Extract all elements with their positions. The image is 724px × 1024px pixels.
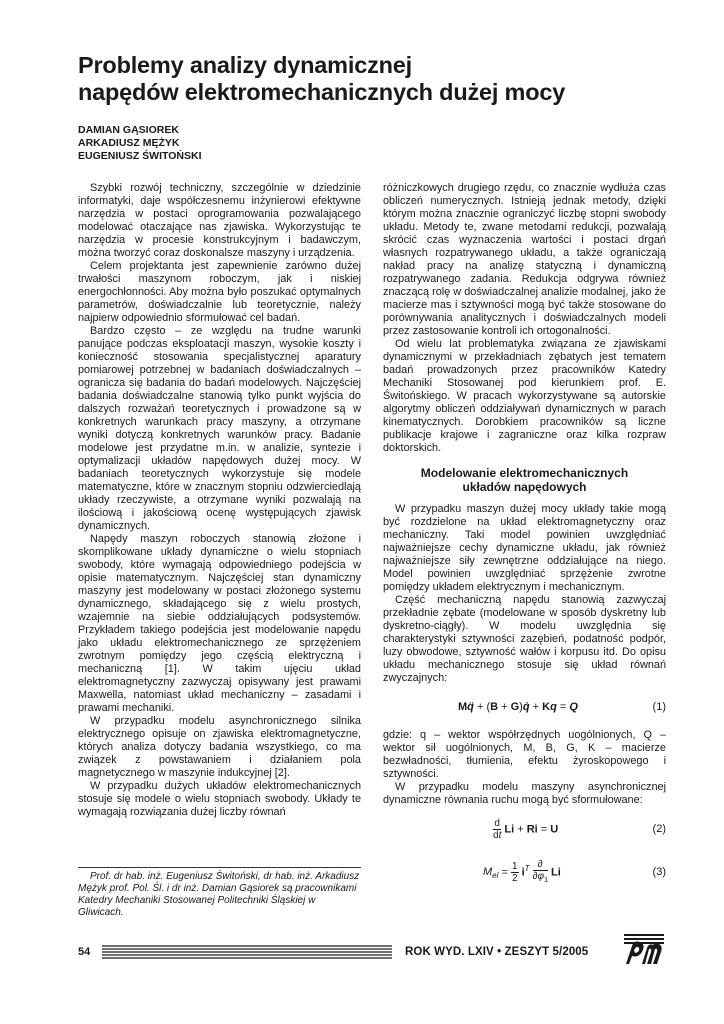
body-paragraph: Szybki rozwój techniczny, szczególnie w dziedzinie informatyki, daje współczesnemu inżynierowi efektywne narzędzia w postaci oprogramowania pozwalającego modelować otaczające nas zjawiska. Wykorzystując te narzędzia w procesie konstrukcyjnym i badawczym, można tworzyć coraz doskonalsze maszyny i urządzenia. xyxy=(78,182,361,259)
author-3: EUGENIUSZ ŚWITOŃSKI xyxy=(78,150,202,162)
section-heading xyxy=(383,466,666,494)
equation-1-number: (1) xyxy=(652,701,666,713)
left-column xyxy=(78,182,361,819)
title-line-2: napędów elektromechanicznych dużej mocy xyxy=(78,79,566,105)
section-heading-line-1: Modelowanie elektromechanicznych xyxy=(420,466,629,480)
body-paragraph: W przypadku modelu asynchronicznego silnika elektrycznego opisuje on zjawiska elektromagnetyczne, których analiza dotyczy badania wszystkiego, co ma związek z powstawaniem i działaniem pola magnetycznego w maszynie indukcyjnej [2]. xyxy=(78,715,361,779)
article-title xyxy=(78,52,678,106)
equation-1 xyxy=(383,694,666,720)
body-paragraph: Od wielu lat problematyka związana ze zjawiskami dynamicznymi w przekładniach zębatych jest tematem badań prowadzonych przez pracowników Katedry Mechaniki Stosowanej pod kierunkiem prof. E. Świtońskiego. W pracach wykorzystywane są autorskie algorytmy obliczeń oddziaływań dynamicznych w parach kinematycznych. Dorobkiem pracowników są liczne publikacje krajowe i zagraniczne oraz kilka rozpraw doktorskich. xyxy=(383,338,666,454)
equation-3-formula: $M_{el}$ = $\frac{1}{2}$ $i^T$ $\frac{\partial}{\partial\varphi_1}$ Li xyxy=(483,859,561,884)
body-paragraph: W przypadku modelu maszyny asynchronicznej dynamiczne równania ruchu mogą być sformułowane: xyxy=(383,781,666,806)
pm-logo-icon xyxy=(620,930,668,966)
author-1: DAMIAN GĄSIOREK xyxy=(78,124,179,136)
equation-3 xyxy=(383,859,666,893)
body-paragraph: Bardzo często – ze względu na trudne warunki panujące podczas eksploatacji maszyn, wysokie koszty i konieczność stosowania specjalistycznej aparatury pomiarowej potrzebnej w badaniach doświadczalnych – ogranicza się badania do badań modelowych. Najczęściej badania doświadczalne stanowią tylko punkt wyjścia do dalszych rozważań teoretycznych i prowadzone są w konkretnych warunkach pracy maszyny, a otrzymane wyniki dotyczą konkretnych warunków pracy. Badanie modelowe jest przydatne m.in. w analizie, syntezie i optymalizacji układów napędowych dużej mocy. W badaniach teoretycznych wykorzystuje się modele matematyczne, które w znacznym stopniu odzwierciedlają układy rzeczywiste, a otrzymane wyniki pozwalają na ilościową i jakościową ocenę występujących zjawisk dynamicznych. xyxy=(78,325,361,532)
footnote-divider xyxy=(78,867,361,868)
equation-2-formula: $\frac{d}{dt}$ Li + Ri = U xyxy=(493,818,559,841)
page-number: 54 xyxy=(78,946,91,958)
body-paragraph: W przypadku dużych układów elektromechanicznych stosuje się modele o wielu stopniach swobody. Układy te wymagają rozwiązania dużej liczby równań xyxy=(78,780,361,818)
footer-rules-decoration xyxy=(102,944,392,960)
equation-1-formula: Mq̈ + (B + G)q̇ + Kq = Q xyxy=(458,701,578,713)
equation-3-number: (3) xyxy=(652,866,666,878)
title-line-1: Problemy analizy dynamicznej xyxy=(78,52,412,78)
body-paragraph: Napędy maszyn roboczych stanowią złożone i skomplikowane układy dynamiczne o wielu stopniach swobody, które wymagają odpowiedniego podejścia w opisie matematycznym. Najczęściej stan dynamiczny maszyny jest modelowany w postaci złożonego systemu dynamicznego, składającego się z wielu prostych, wzajemnie na siebie oddziałujących podsystemów. Przykładem takiego podejścia jest modelowanie napędu jako układu elektromechanicznego ze sprzężeniem zwrotnym pomiędzy jego częścią elektryczną i mechaniczną [1]. W takim ujęciu układ elektromagnetyczny zazwyczaj opisywany jest prawami Maxwella, natomiast układ mechaniczny – zasadami i prawami mechaniki. xyxy=(78,533,361,714)
author-2: ARKADIUSZ MĘŻYK xyxy=(78,137,180,149)
body-paragraph: W przypadku maszyn dużej mocy układy takie mogą być rozdzielone na układ elektromagnetyczny oraz mechaniczny. Taki model powinien uwzględniać najważniejsze cechy dynamiczne układu, jak również najważniejsze siły zewnętrzne oddziałujące na niego. Model powinien uwzględniać sprzężenie zwrotne pomiędzy układem elektrycznym i mechanicznym. xyxy=(383,503,666,593)
equation-2-number: (2) xyxy=(652,823,666,835)
body-paragraph: Część mechaniczną napędu stanowią zazwyczaj przekładnie zębate (modelowane w sposób dyskretny lub dyskretno-ciągły). W modelu uwzględnia się charakterystyki sztywności zazębień, podatność podpór, luzy obwodowe, sztywność wałów i korpusu itd. Do opisu układu mechanicznego stosuje się układ równań zwyczajnych: xyxy=(383,594,666,684)
body-paragraph: Celem projektanta jest zapewnienie zarówno dużej trwałości maszynom roboczym, jak i niskiej energochłonności. Aby można było poszukać optymalnych parametrów, doświadczalnie lub teoretycznie, należy najpierw odpowiednio sformułować cel badań. xyxy=(78,260,361,324)
equation-2 xyxy=(383,816,666,850)
body-paragraph: różniczkowych drugiego rzędu, co znacznie wydłuża czas obliczeń numerycznych. Istnieją jednak metody, dzięki którym można znacznie ograniczyć liczbę stopni swobody układu. Metody te, zwane metodami redukcji, pozwalają skrócić czas wyznaczenia wartości i postaci drgań własnych rozpatrywanego układu, a także ograniczają nakład pracy na analizę statyczną i dynamiczną rozpatrywanego zadania. Redukcja odgrywa również znaczącą rolę w doświadczalnej analizie modalnej, jako że macierze mas i sztywności mogą być także stosowane do porównywania analitycznych i doświadczalnych modeli przez zastosowanie kontroli ich ortogonalności. xyxy=(383,182,666,337)
author-list xyxy=(78,124,201,163)
journal-issue-info: ROK WYD. LXIV • ZESZYT 5/2005 xyxy=(405,946,589,958)
author-footnote: Prof. dr hab. inż. Eugeniusz Świtoński, dr hab. inż. Arkadiusz Mężyk prof. Pol. Śl. i dr inż. Damian Gąsiorek są pracownikami Katedry Mechaniki Stosowanej Politechniki Śląskiej w Gliwicach. xyxy=(78,871,360,918)
section-heading-line-2: układów napędowych xyxy=(462,480,587,494)
page-footer xyxy=(0,938,724,968)
right-column xyxy=(383,182,666,902)
equation-legend: gdzie: q – wektor współrzędnych uogólnionych, Q – wektor sił uogólnionych, M, B, G, K – macierze bezwładności, tłumienia, efektu żyroskopowego i sztywności. xyxy=(383,729,666,780)
